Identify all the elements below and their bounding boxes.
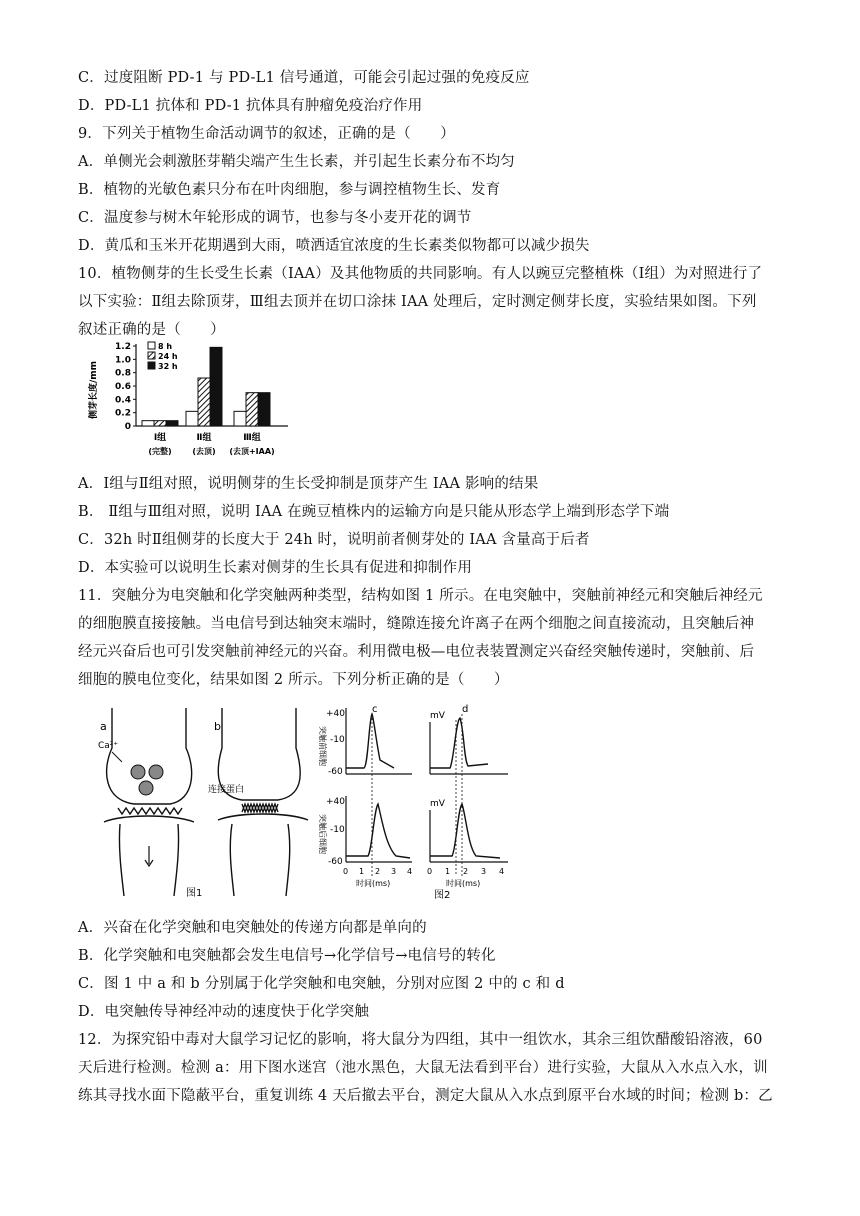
svg-text:+40: +40 bbox=[326, 797, 345, 807]
q10-option-b: B． Ⅱ组与Ⅲ组对照，说明 IAA 在豌豆植株内的运输方向是只能从形态学上端到形态学下端 bbox=[78, 504, 670, 520]
q11-option-d: D．电突触传导神经冲动的速度快于化学突触 bbox=[78, 1004, 370, 1020]
q9-option-b: B．植物的光敏色素只分布在叶肉细胞，参与调控植物生长、发育 bbox=[78, 182, 501, 198]
x-label-left: 时间(ms) bbox=[356, 879, 391, 888]
legend-label: 32 h bbox=[158, 362, 178, 371]
gap-junction-label: 连接蛋白 bbox=[208, 785, 245, 795]
y-axis-label: 侧芽长度/mm bbox=[89, 360, 99, 420]
q11-stem-line1: 11．突触分为电突触和化学突触两种类型，结构如图 1 所示。在电突触中，突触前神经元和突触后神经元 bbox=[78, 588, 763, 604]
q9-option-a: A．单侧光会刺激胚芽鞘尖端产生生长素，并引起生长素分布不均匀 bbox=[78, 154, 515, 170]
postsynaptic-cell-b bbox=[218, 814, 308, 896]
legend-label: 8 h bbox=[158, 342, 173, 351]
calcium-label: Ca²⁺ bbox=[98, 741, 119, 751]
q11-stem-line2: 的细胞膜直接接触。当电信号到达轴突末端时，缝隙连接允许离子在两个细胞之间直接流动，且突触后神 bbox=[78, 616, 755, 632]
bar bbox=[166, 421, 178, 426]
q10-option-d: D．本实验可以说明生长素对侧芽的生长具有促进和抑制作用 bbox=[78, 560, 473, 576]
label-a: a bbox=[100, 720, 107, 733]
figure-2-caption: 图2 bbox=[434, 890, 451, 900]
svg-text:-60: -60 bbox=[328, 857, 343, 867]
y-tick-label: 0.4 bbox=[115, 395, 131, 406]
bar bbox=[258, 393, 270, 426]
post-trace-chemical bbox=[346, 804, 410, 858]
figure-1-synapses bbox=[82, 700, 318, 900]
svg-text:+40: +40 bbox=[326, 709, 345, 719]
calcium-arrow bbox=[112, 752, 122, 762]
q9-option-d: D．黄瓜和玉米开花期遇到大雨，喷洒适宜浓度的生长素类似物都可以减少损失 bbox=[78, 238, 590, 254]
q9-option-c: C．温度参与树木年轮形成的调节，也参与冬小麦开花的调节 bbox=[78, 210, 472, 226]
y-tick-label: 0.8 bbox=[115, 368, 131, 379]
category-sublabel: (去顶+IAA) bbox=[229, 447, 275, 456]
y-tick-label: 1.0 bbox=[115, 355, 131, 366]
receptors-a bbox=[118, 808, 182, 814]
vesicle bbox=[131, 765, 145, 779]
category-label: Ⅲ组 bbox=[243, 433, 261, 443]
legend-swatch bbox=[148, 342, 155, 349]
bar bbox=[186, 411, 198, 426]
q11-stem-line3: 经元兴奋后也可引发突触前神经元的兴奋。利用微电极—电位表装置测定兴奋经突触传递时，突触前、后 bbox=[78, 644, 755, 660]
label-b: b bbox=[214, 720, 221, 733]
post-trace-electrical bbox=[430, 804, 500, 858]
q10-stem-line3: 叙述正确的是（ ） bbox=[78, 322, 225, 338]
q10-option-c: C．32h 时Ⅱ组侧芽的长度大于 24h 时，说明前者侧芽处的 IAA 含量高于后者 bbox=[78, 532, 590, 548]
pre-trace-electrical bbox=[430, 718, 488, 768]
q8-option-c: C．过度阻断 PD-1 与 PD-L1 信号通道，可能会引起过强的免疫反应 bbox=[78, 70, 530, 86]
figure-1-caption: 图1 bbox=[186, 888, 203, 899]
gap-junction-channels bbox=[242, 804, 278, 812]
x-tick-label: 1 bbox=[359, 867, 365, 876]
bar bbox=[210, 347, 222, 426]
bar-chart-figure bbox=[82, 338, 292, 464]
legend-swatch bbox=[148, 352, 155, 359]
post-cell-label: 突触后细胞 bbox=[318, 814, 327, 854]
x-tick-label: 3 bbox=[391, 867, 397, 876]
vesicle bbox=[139, 781, 153, 795]
x-tick-label: 2 bbox=[375, 867, 381, 876]
x-tick-label: 3 bbox=[481, 867, 487, 876]
svg-text:mV: mV bbox=[430, 799, 445, 809]
q11-stem-line4: 细胞的膜电位变化，结果如图 2 所示。下列分析正确的是（ ） bbox=[78, 672, 509, 688]
bar bbox=[234, 411, 246, 426]
pre-cell-label: 突触前细胞 bbox=[318, 726, 327, 766]
q10-option-a: A．Ⅰ组与Ⅱ组对照，说明侧芽的生长受抑制是顶芽产生 IAA 影响的结果 bbox=[78, 476, 539, 492]
x-tick-label: 2 bbox=[463, 867, 469, 876]
q12-stem-line2: 天后进行检测。检测 a：用下图水迷宫（池水黑色，大鼠无法看到平台）进行实验，大鼠从入水点入水，训 bbox=[78, 1060, 768, 1076]
bar bbox=[246, 393, 258, 426]
bar bbox=[154, 421, 166, 426]
x-tick-label: 4 bbox=[499, 867, 505, 876]
mark-c: c bbox=[372, 704, 378, 715]
y-tick-label: 1.2 bbox=[115, 342, 131, 352]
q12-stem-line1: 12．为探究铅中毒对大鼠学习记忆的影响，将大鼠分为四组，其中一组饮水，其余三组饮醋酸铅溶液，60 bbox=[78, 1032, 763, 1048]
x-label-right: 时间(ms) bbox=[446, 879, 481, 888]
vesicle bbox=[149, 765, 163, 779]
svg-text:-10: -10 bbox=[330, 735, 345, 745]
category-sublabel: (去顶) bbox=[192, 447, 216, 456]
mark-d: d bbox=[462, 704, 469, 715]
svg-text:-10: -10 bbox=[330, 825, 345, 835]
figure-2-potentials bbox=[312, 700, 518, 900]
y-tick-label: 0 bbox=[124, 422, 131, 432]
x-tick-label: 4 bbox=[407, 867, 413, 876]
q10-stem-line2: 以下实验：Ⅱ组去除顶芽，Ⅲ组去顶并在切口涂抹 IAA 处理后，定时测定侧芽长度，实验结果如图。下列 bbox=[78, 294, 757, 310]
y-tick-label: 0.2 bbox=[115, 408, 131, 419]
q10-stem-line1: 10．植物侧芽的生长受生长素（IAA）及其他物质的共同影响。有人以豌豆完整植株（Ⅰ组）为对照进行了 bbox=[78, 266, 763, 282]
category-sublabel: (完整) bbox=[148, 447, 172, 456]
q8-option-d: D．PD-L1 抗体和 PD-1 抗体具有肿瘤免疫治疗作用 bbox=[78, 98, 423, 114]
bar bbox=[198, 378, 210, 426]
bar bbox=[142, 421, 154, 426]
svg-text:mV: mV bbox=[430, 711, 445, 721]
legend-label: 24 h bbox=[158, 352, 178, 361]
q11-option-a: A．兴奋在化学突触和电突触处的传递方向都是单向的 bbox=[78, 920, 427, 936]
svg-text:-60: -60 bbox=[328, 767, 343, 777]
pre-trace-chemical bbox=[346, 714, 394, 768]
y-tick-label: 0.6 bbox=[115, 382, 131, 392]
q12-stem-line3: 练其寻找水面下隐蔽平台，重复训练 4 天后撤去平台，测定大鼠从入水点到原平台水域的时间；检测 b：乙 bbox=[78, 1088, 773, 1104]
q11-option-c: C．图 1 中 a 和 b 分别属于化学突触和电突触，分别对应图 2 中的 c 和 d bbox=[78, 976, 565, 992]
q9-stem: 9．下列关于植物生命活动调节的叙述，正确的是（ ） bbox=[78, 126, 455, 142]
q11-option-b: B．化学突触和电突触都会发生电信号→化学信号→电信号的转化 bbox=[78, 948, 496, 964]
category-label: Ⅰ组 bbox=[153, 433, 167, 443]
category-label: Ⅱ组 bbox=[196, 433, 212, 443]
legend-swatch bbox=[148, 362, 155, 369]
x-tick-label: 0 bbox=[343, 867, 349, 876]
x-tick-label: 1 bbox=[445, 867, 451, 876]
x-tick-label: 0 bbox=[427, 867, 433, 876]
